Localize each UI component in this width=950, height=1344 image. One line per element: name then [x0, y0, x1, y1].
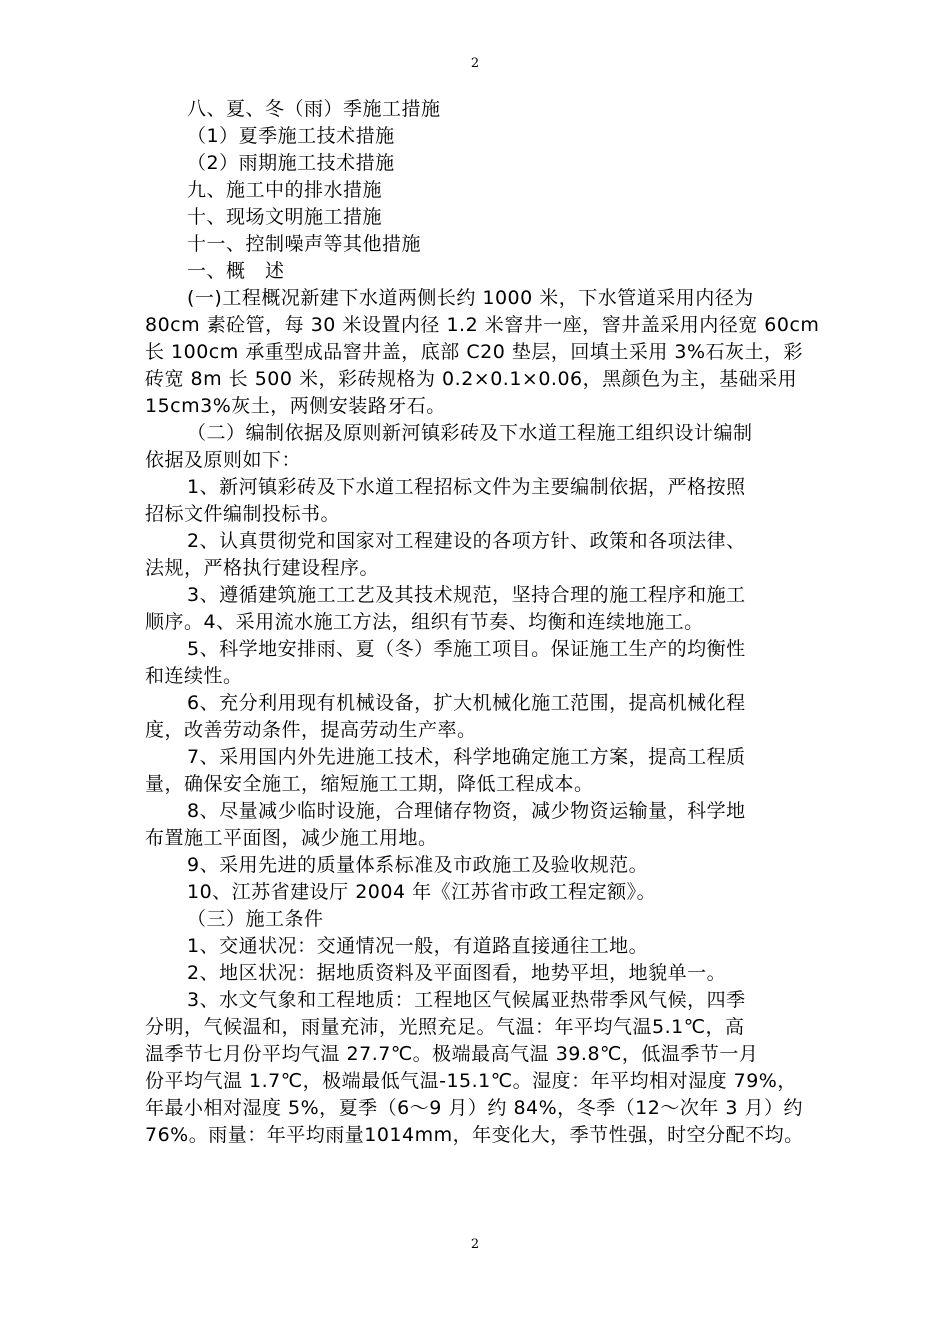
text-line: 3、遵循建筑施工工艺及其技术规范，坚持合理的施工程序和施工	[187, 584, 746, 606]
text-line: （二）编制依据及原则新河镇彩砖及下水道工程施工组织设计编制	[187, 422, 753, 444]
text-line: 招标文件编制投标书。	[145, 503, 341, 525]
text-line: 和连续性。	[145, 665, 243, 687]
text-line: 76%。雨量：年平均雨量1014mm，年变化大，季节性强，时空分配不均。	[145, 1124, 804, 1146]
text-line: 十、现场文明施工措施	[187, 206, 383, 228]
text-line: 10、江苏省建设厅 2004 年《江苏省市政工程定额》。	[187, 881, 657, 903]
text-line: 长 100cm 承重型成品窨井盖，底部 C20 垫层，回填土采用 3%石灰土，彩	[145, 341, 804, 363]
text-line: 顺序。4、采用流水施工方法，组织有节奏、均衡和连续地施工。	[145, 611, 704, 633]
text-line: 6、充分利用现有机械设备，扩大机械化施工范围，提高机械化程	[187, 692, 746, 714]
text-line: 5、科学地安排雨、夏（冬）季施工项目。保证施工生产的均衡性	[187, 638, 746, 660]
text-line: 9、采用先进的质量体系标准及市政施工及验收规范。	[187, 854, 649, 876]
text-line: 八、夏、冬（雨）季施工措施	[187, 98, 441, 120]
text-line: 15cm3%灰土，两侧安装路牙石。	[145, 395, 446, 417]
text-line: 度，改善劳动条件，提高劳动生产率。	[145, 719, 477, 741]
text-line: （2）雨期施工技术措施	[187, 152, 395, 174]
text-line: 7、采用国内外先进施工技术，科学地确定施工方案，提高工程质	[187, 746, 746, 768]
text-line: 一、概 述	[187, 260, 285, 282]
text-line: 1、新河镇彩砖及下水道工程招标文件为主要编制依据，严格按照	[187, 476, 746, 498]
text-line: 2、地区状况：据地质资料及平面图看，地势平坦，地貌单一。	[187, 962, 727, 984]
text-line: 2、认真贯彻党和国家对工程建设的各项方针、政策和各项法律、	[187, 530, 746, 552]
text-line: 砖宽 8m 长 500 米，彩砖规格为 0.2×0.1×0.06，黑颜色为主，基础采用	[145, 368, 798, 390]
text-line: 份平均气温 1.7℃，极端最低气温-15.1℃。湿度：年平均相对湿度 79%，	[145, 1070, 797, 1092]
text-line: 依据及原则如下：	[145, 449, 302, 471]
text-line: 8、尽量减少临时设施，合理储存物资，减少物资运输量，科学地	[187, 800, 746, 822]
text-line: 九、施工中的排水措施	[187, 179, 383, 201]
text-line: 1、交通状况：交通情况一般，有道路直接通往工地。	[187, 935, 649, 957]
text-line: 布置施工平面图，减少施工用地。	[145, 827, 438, 849]
page-number-top: 2	[470, 56, 480, 71]
text-line: (一)工程概况新建下水道两侧长约 1000 米，下水管道采用内径为	[187, 287, 754, 309]
text-line: 3、水文气象和工程地质：工程地区气候属亚热带季风气候，四季	[187, 989, 746, 1011]
text-line: 80cm 素砼管，每 30 米设置内径 1.2 米窨井一座，窨井盖采用内径宽 60cm	[145, 314, 820, 336]
document-body	[145, 96, 825, 1149]
text-line: 量，确保安全施工，缩短施工工期，降低工程成本。	[145, 773, 594, 795]
page-number-bottom: 2	[470, 1237, 480, 1252]
text-line: 年最小相对湿度 5%，夏季（6～9 月）约 84%，冬季（12～次年 3 月）约	[145, 1097, 804, 1119]
text-line: 温季节七月份平均气温 27.7℃。极端最高气温 39.8℃，低温季节一月	[145, 1043, 759, 1065]
text-line: 十一、控制噪声等其他措施	[187, 233, 422, 255]
text-line: （三）施工条件	[187, 908, 324, 930]
text-line: （1）夏季施工技术措施	[187, 125, 395, 147]
text-line: 分明，气候温和，雨量充沛，光照充足。气温：年平均气温5.1℃，高	[145, 1016, 745, 1038]
text-line: 法规，严格执行建设程序。	[145, 557, 380, 579]
